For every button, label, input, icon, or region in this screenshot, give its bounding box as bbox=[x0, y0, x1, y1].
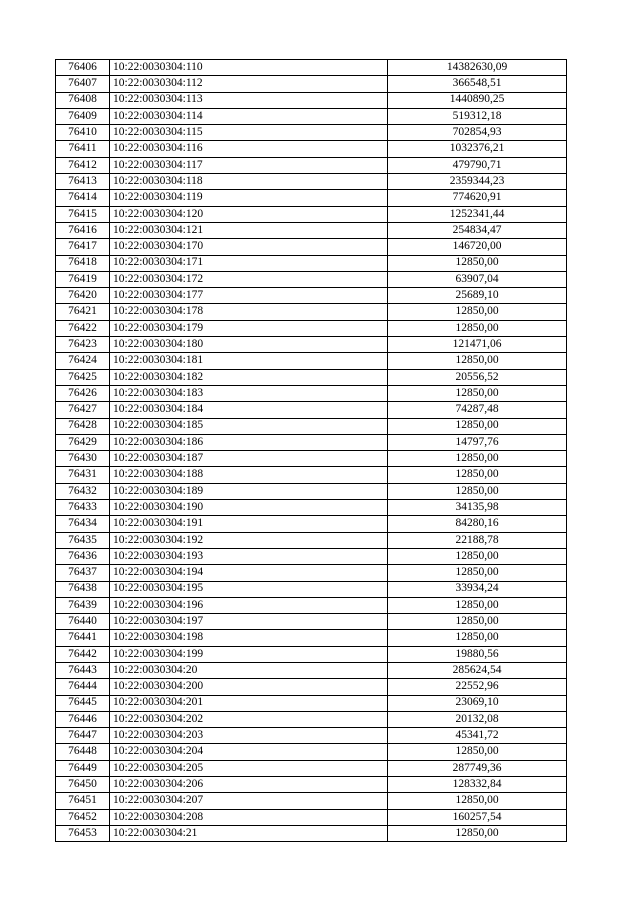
table-row bbox=[56, 304, 567, 320]
value-cell: 22188,78 bbox=[388, 532, 567, 548]
value-cell: 45341,72 bbox=[388, 728, 567, 744]
value-cell: 12850,00 bbox=[388, 304, 567, 320]
cadastral-number-cell: 10:22:0030304:185 bbox=[110, 418, 388, 434]
value-cell: 12850,00 bbox=[388, 825, 567, 841]
row-number-cell: 76408 bbox=[56, 92, 110, 108]
row-number-cell: 76416 bbox=[56, 222, 110, 238]
cadastral-number-cell: 10:22:0030304:193 bbox=[110, 548, 388, 564]
cadastral-number-cell: 10:22:0030304:205 bbox=[110, 760, 388, 776]
table-row bbox=[56, 255, 567, 271]
cadastral-number-cell: 10:22:0030304:201 bbox=[110, 695, 388, 711]
value-cell: 12850,00 bbox=[388, 597, 567, 613]
value-cell: 146720,00 bbox=[388, 239, 567, 255]
table-row bbox=[56, 174, 567, 190]
table-row bbox=[56, 222, 567, 238]
table-row bbox=[56, 793, 567, 809]
row-number-cell: 76433 bbox=[56, 500, 110, 516]
value-cell: 12850,00 bbox=[388, 255, 567, 271]
cadastral-number-cell: 10:22:0030304:116 bbox=[110, 141, 388, 157]
cadastral-number-cell: 10:22:0030304:207 bbox=[110, 793, 388, 809]
table-row bbox=[56, 809, 567, 825]
cadastral-number-cell: 10:22:0030304:198 bbox=[110, 630, 388, 646]
value-cell: 22552,96 bbox=[388, 679, 567, 695]
row-number-cell: 76448 bbox=[56, 744, 110, 760]
value-cell: 1440890,25 bbox=[388, 92, 567, 108]
table-row bbox=[56, 646, 567, 662]
row-number-cell: 76442 bbox=[56, 646, 110, 662]
cadastral-number-cell: 10:22:0030304:197 bbox=[110, 614, 388, 630]
table-row bbox=[56, 467, 567, 483]
cadastral-number-cell: 10:22:0030304:184 bbox=[110, 402, 388, 418]
table-row bbox=[56, 451, 567, 467]
table-row bbox=[56, 288, 567, 304]
table-body bbox=[56, 60, 567, 842]
table-row bbox=[56, 695, 567, 711]
table-row bbox=[56, 728, 567, 744]
row-number-cell: 76422 bbox=[56, 320, 110, 336]
row-number-cell: 76435 bbox=[56, 532, 110, 548]
row-number-cell: 76414 bbox=[56, 190, 110, 206]
value-cell: 25689,10 bbox=[388, 288, 567, 304]
row-number-cell: 76443 bbox=[56, 662, 110, 678]
row-number-cell: 76425 bbox=[56, 369, 110, 385]
cadastral-number-cell: 10:22:0030304:171 bbox=[110, 255, 388, 271]
table-row bbox=[56, 76, 567, 92]
cadastral-number-cell: 10:22:0030304:179 bbox=[110, 320, 388, 336]
row-number-cell: 76430 bbox=[56, 451, 110, 467]
cadastral-number-cell: 10:22:0030304:191 bbox=[110, 516, 388, 532]
table-row bbox=[56, 630, 567, 646]
row-number-cell: 76449 bbox=[56, 760, 110, 776]
row-number-cell: 76437 bbox=[56, 565, 110, 581]
value-cell: 12850,00 bbox=[388, 418, 567, 434]
value-cell: 702854,93 bbox=[388, 125, 567, 141]
row-number-cell: 76415 bbox=[56, 206, 110, 222]
cadastral-value-table bbox=[55, 59, 567, 842]
row-number-cell: 76450 bbox=[56, 777, 110, 793]
table-row bbox=[56, 483, 567, 499]
table-row bbox=[56, 565, 567, 581]
value-cell: 74287,48 bbox=[388, 402, 567, 418]
value-cell: 160257,54 bbox=[388, 809, 567, 825]
row-number-cell: 76453 bbox=[56, 825, 110, 841]
cadastral-number-cell: 10:22:0030304:195 bbox=[110, 581, 388, 597]
table-row bbox=[56, 825, 567, 841]
value-cell: 287749,36 bbox=[388, 760, 567, 776]
row-number-cell: 76406 bbox=[56, 60, 110, 76]
row-number-cell: 76411 bbox=[56, 141, 110, 157]
value-cell: 19880,56 bbox=[388, 646, 567, 662]
table-row bbox=[56, 418, 567, 434]
cadastral-number-cell: 10:22:0030304:182 bbox=[110, 369, 388, 385]
cadastral-number-cell: 10:22:0030304:199 bbox=[110, 646, 388, 662]
table-row bbox=[56, 516, 567, 532]
cadastral-number-cell: 10:22:0030304:190 bbox=[110, 500, 388, 516]
table-row bbox=[56, 500, 567, 516]
value-cell: 128332,84 bbox=[388, 777, 567, 793]
cadastral-number-cell: 10:22:0030304:186 bbox=[110, 434, 388, 450]
row-number-cell: 76446 bbox=[56, 711, 110, 727]
value-cell: 12850,00 bbox=[388, 565, 567, 581]
table-row bbox=[56, 711, 567, 727]
value-cell: 12850,00 bbox=[388, 353, 567, 369]
table-row bbox=[56, 141, 567, 157]
cadastral-number-cell: 10:22:0030304:192 bbox=[110, 532, 388, 548]
cadastral-number-cell: 10:22:0030304:200 bbox=[110, 679, 388, 695]
value-cell: 12850,00 bbox=[388, 630, 567, 646]
row-number-cell: 76444 bbox=[56, 679, 110, 695]
value-cell: 1032376,21 bbox=[388, 141, 567, 157]
cadastral-number-cell: 10:22:0030304:187 bbox=[110, 451, 388, 467]
table-row bbox=[56, 614, 567, 630]
cadastral-number-cell: 10:22:0030304:178 bbox=[110, 304, 388, 320]
row-number-cell: 76440 bbox=[56, 614, 110, 630]
value-cell: 121471,06 bbox=[388, 337, 567, 353]
value-cell: 23069,10 bbox=[388, 695, 567, 711]
cadastral-number-cell: 10:22:0030304:203 bbox=[110, 728, 388, 744]
table-row bbox=[56, 92, 567, 108]
table-row bbox=[56, 125, 567, 141]
cadastral-number-cell: 10:22:0030304:180 bbox=[110, 337, 388, 353]
row-number-cell: 76451 bbox=[56, 793, 110, 809]
row-number-cell: 76447 bbox=[56, 728, 110, 744]
table-row bbox=[56, 744, 567, 760]
row-number-cell: 76426 bbox=[56, 385, 110, 401]
value-cell: 774620,91 bbox=[388, 190, 567, 206]
table-row bbox=[56, 548, 567, 564]
table-row bbox=[56, 385, 567, 401]
cadastral-number-cell: 10:22:0030304:112 bbox=[110, 76, 388, 92]
row-number-cell: 76439 bbox=[56, 597, 110, 613]
value-cell: 12850,00 bbox=[388, 451, 567, 467]
cadastral-number-cell: 10:22:0030304:114 bbox=[110, 108, 388, 124]
table-row bbox=[56, 369, 567, 385]
row-number-cell: 76419 bbox=[56, 271, 110, 287]
table-row bbox=[56, 320, 567, 336]
value-cell: 479790,71 bbox=[388, 157, 567, 173]
value-cell: 1252341,44 bbox=[388, 206, 567, 222]
row-number-cell: 76436 bbox=[56, 548, 110, 564]
cadastral-number-cell: 10:22:0030304:172 bbox=[110, 271, 388, 287]
cadastral-number-cell: 10:22:0030304:110 bbox=[110, 60, 388, 76]
row-number-cell: 76417 bbox=[56, 239, 110, 255]
row-number-cell: 76445 bbox=[56, 695, 110, 711]
table-row bbox=[56, 337, 567, 353]
table-row bbox=[56, 190, 567, 206]
table-row bbox=[56, 662, 567, 678]
table-row bbox=[56, 60, 567, 76]
value-cell: 12850,00 bbox=[388, 467, 567, 483]
row-number-cell: 76431 bbox=[56, 467, 110, 483]
table-row bbox=[56, 532, 567, 548]
cadastral-number-cell: 10:22:0030304:113 bbox=[110, 92, 388, 108]
value-cell: 12850,00 bbox=[388, 744, 567, 760]
value-cell: 20132,08 bbox=[388, 711, 567, 727]
value-cell: 2359344,23 bbox=[388, 174, 567, 190]
row-number-cell: 76407 bbox=[56, 76, 110, 92]
cadastral-number-cell: 10:22:0030304:202 bbox=[110, 711, 388, 727]
row-number-cell: 76434 bbox=[56, 516, 110, 532]
cadastral-number-cell: 10:22:0030304:20 bbox=[110, 662, 388, 678]
value-cell: 254834,47 bbox=[388, 222, 567, 238]
cadastral-number-cell: 10:22:0030304:181 bbox=[110, 353, 388, 369]
cadastral-number-cell: 10:22:0030304:183 bbox=[110, 385, 388, 401]
cadastral-number-cell: 10:22:0030304:115 bbox=[110, 125, 388, 141]
row-number-cell: 76429 bbox=[56, 434, 110, 450]
row-number-cell: 76420 bbox=[56, 288, 110, 304]
cadastral-number-cell: 10:22:0030304:21 bbox=[110, 825, 388, 841]
table-row bbox=[56, 760, 567, 776]
value-cell: 12850,00 bbox=[388, 385, 567, 401]
value-cell: 366548,51 bbox=[388, 76, 567, 92]
table-row bbox=[56, 108, 567, 124]
row-number-cell: 76423 bbox=[56, 337, 110, 353]
cadastral-number-cell: 10:22:0030304:204 bbox=[110, 744, 388, 760]
row-number-cell: 76418 bbox=[56, 255, 110, 271]
table-row bbox=[56, 239, 567, 255]
cadastral-number-cell: 10:22:0030304:170 bbox=[110, 239, 388, 255]
table-row bbox=[56, 434, 567, 450]
cadastral-number-cell: 10:22:0030304:120 bbox=[110, 206, 388, 222]
cadastral-number-cell: 10:22:0030304:177 bbox=[110, 288, 388, 304]
row-number-cell: 76432 bbox=[56, 483, 110, 499]
cadastral-number-cell: 10:22:0030304:117 bbox=[110, 157, 388, 173]
table-row bbox=[56, 597, 567, 613]
row-number-cell: 76410 bbox=[56, 125, 110, 141]
cadastral-number-cell: 10:22:0030304:208 bbox=[110, 809, 388, 825]
value-cell: 285624,54 bbox=[388, 662, 567, 678]
cadastral-number-cell: 10:22:0030304:206 bbox=[110, 777, 388, 793]
row-number-cell: 76438 bbox=[56, 581, 110, 597]
value-cell: 12850,00 bbox=[388, 793, 567, 809]
row-number-cell: 76452 bbox=[56, 809, 110, 825]
cadastral-number-cell: 10:22:0030304:118 bbox=[110, 174, 388, 190]
table-row bbox=[56, 206, 567, 222]
row-number-cell: 76421 bbox=[56, 304, 110, 320]
value-cell: 63907,04 bbox=[388, 271, 567, 287]
table-row bbox=[56, 402, 567, 418]
value-cell: 519312,18 bbox=[388, 108, 567, 124]
table-row bbox=[56, 271, 567, 287]
table-row bbox=[56, 157, 567, 173]
value-cell: 12850,00 bbox=[388, 483, 567, 499]
row-number-cell: 76441 bbox=[56, 630, 110, 646]
table-row bbox=[56, 777, 567, 793]
table-row bbox=[56, 353, 567, 369]
cadastral-number-cell: 10:22:0030304:121 bbox=[110, 222, 388, 238]
row-number-cell: 76427 bbox=[56, 402, 110, 418]
value-cell: 84280,16 bbox=[388, 516, 567, 532]
row-number-cell: 76424 bbox=[56, 353, 110, 369]
value-cell: 12850,00 bbox=[388, 614, 567, 630]
cadastral-number-cell: 10:22:0030304:189 bbox=[110, 483, 388, 499]
value-cell: 33934,24 bbox=[388, 581, 567, 597]
row-number-cell: 76412 bbox=[56, 157, 110, 173]
cadastral-number-cell: 10:22:0030304:119 bbox=[110, 190, 388, 206]
row-number-cell: 76413 bbox=[56, 174, 110, 190]
value-cell: 12850,00 bbox=[388, 320, 567, 336]
table-row bbox=[56, 581, 567, 597]
table-row bbox=[56, 679, 567, 695]
cadastral-number-cell: 10:22:0030304:188 bbox=[110, 467, 388, 483]
value-cell: 12850,00 bbox=[388, 548, 567, 564]
value-cell: 20556,52 bbox=[388, 369, 567, 385]
value-cell: 14797,76 bbox=[388, 434, 567, 450]
row-number-cell: 76409 bbox=[56, 108, 110, 124]
cadastral-number-cell: 10:22:0030304:194 bbox=[110, 565, 388, 581]
row-number-cell: 76428 bbox=[56, 418, 110, 434]
cadastral-number-cell: 10:22:0030304:196 bbox=[110, 597, 388, 613]
value-cell: 14382630,09 bbox=[388, 60, 567, 76]
value-cell: 34135,98 bbox=[388, 500, 567, 516]
